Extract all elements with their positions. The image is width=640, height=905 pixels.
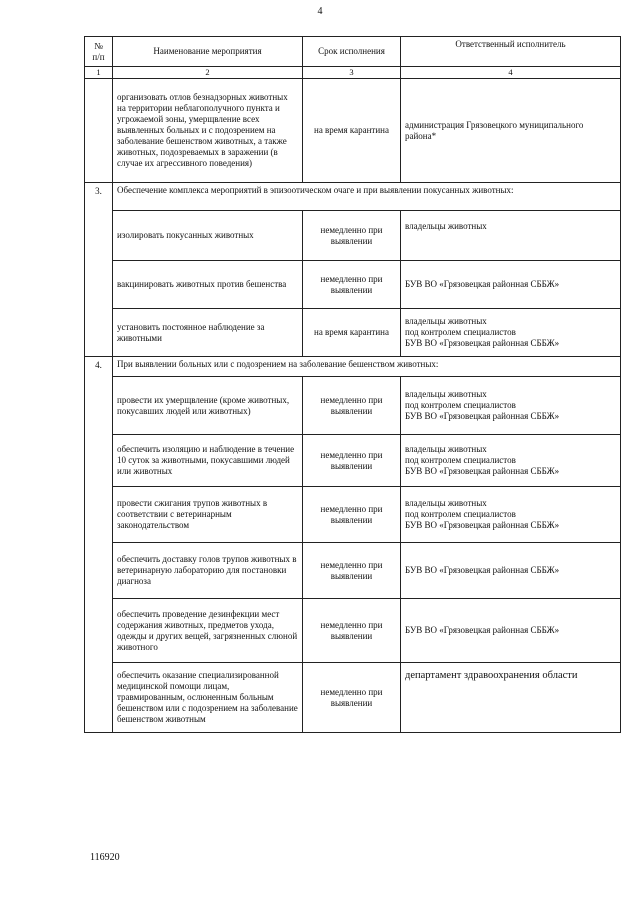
row-term: немедленно при выявлении — [303, 543, 401, 599]
col-number: 3 — [303, 67, 401, 79]
row-term: немедленно при выявлении — [303, 377, 401, 435]
row-action: обеспечить оказание специализированной медицинской помощи лицам, травмированным, ослюненным больным бешенством или с подозрением на заболевание бешенством животным — [113, 663, 303, 733]
row-responsible: владельцы животных под контролем специалистов БУВ ВО «Грязовецкая районная СББЖ» — [401, 377, 621, 435]
table-row — [85, 309, 621, 357]
col-number: 4 — [401, 67, 621, 79]
table-row — [85, 599, 621, 663]
table-row — [85, 79, 621, 183]
row-action: обеспечить изоляцию и наблюдение в течение 10 суток за животными, покусавшими людей или животных — [113, 435, 303, 487]
table-row — [85, 543, 621, 599]
header-name: Наименование мероприятия — [113, 37, 303, 67]
row-action: вакцинировать животных против бешенства — [113, 261, 303, 309]
row-responsible: владельцы животных под контролем специалистов БУВ ВО «Грязовецкая районная СББЖ» — [401, 435, 621, 487]
row-num — [85, 79, 113, 183]
row-term: немедленно при выявлении — [303, 599, 401, 663]
row-action: провести их умерщвление (кроме животных, покусавших людей или животных) — [113, 377, 303, 435]
row-responsible: БУВ ВО «Грязовецкая районная СББЖ» — [401, 599, 621, 663]
page-number: 4 — [317, 6, 323, 17]
row-action: обеспечить доставку голов трупов животных в ветеринарную лабораторию для постановки диагноза — [113, 543, 303, 599]
measures-table — [84, 36, 621, 733]
row-term: немедленно при выявлении — [303, 663, 401, 733]
row-action: организовать отлов безнадзорных животных на территории неблагополучного пункта и угрожаемой зоны, умерщвление всех выявленных больных и с подозрением на заболевание бешенством животных, а также животных, подозреваемых в заражении (в случае их агрессивного поведения) — [113, 79, 303, 183]
section-title: При выявлении больных или с подозрением на заболевание бешенством животных: — [113, 357, 621, 377]
section-4-header — [85, 357, 621, 377]
table-row — [85, 663, 621, 733]
col-number: 1 — [85, 67, 113, 79]
row-term: немедленно при выявлении — [303, 211, 401, 261]
row-term: немедленно при выявлении — [303, 487, 401, 543]
row-responsible: владельцы животных под контролем специалистов БУВ ВО «Грязовецкая районная СББЖ» — [401, 487, 621, 543]
header-num: № п/п — [85, 37, 113, 67]
row-responsible: БУВ ВО «Грязовецкая районная СББЖ» — [401, 543, 621, 599]
section-num: 4. — [85, 357, 113, 733]
table-row — [85, 211, 621, 261]
row-responsible: владельцы животных — [401, 211, 621, 261]
table-header-row — [85, 37, 621, 67]
table-row — [85, 261, 621, 309]
row-responsible: администрация Грязовецкого муниципального района* — [401, 79, 621, 183]
row-action: установить постоянное наблюдение за животными — [113, 309, 303, 357]
row-term: немедленно при выявлении — [303, 435, 401, 487]
table-row — [85, 435, 621, 487]
column-numbers-row — [85, 67, 621, 79]
table-row — [85, 377, 621, 435]
row-action: обеспечить проведение дезинфекции мест содержания животных, предметов ухода, одежды и других вещей, загрязненных слюной животного — [113, 599, 303, 663]
section-3-header — [85, 183, 621, 211]
header-responsible: Ответственный исполнитель — [401, 37, 621, 67]
section-num: 3. — [85, 183, 113, 357]
section-title: Обеспечение комплекса мероприятий в эпизоотическом очаге и при выявлении покусанных животных: — [113, 183, 621, 211]
header-term: Срок исполнения — [303, 37, 401, 67]
footer-code: 116920 — [90, 852, 120, 863]
row-action: провести сжигания трупов животных в соответствии с ветеринарным законодательством — [113, 487, 303, 543]
row-term: на время карантина — [303, 79, 401, 183]
row-term: на время карантина — [303, 309, 401, 357]
row-term: немедленно при выявлении — [303, 261, 401, 309]
row-responsible: БУВ ВО «Грязовецкая районная СББЖ» — [401, 261, 621, 309]
row-responsible: департамент здравоохранения области — [401, 663, 621, 733]
col-number: 2 — [113, 67, 303, 79]
row-responsible: владельцы животных под контролем специалистов БУВ ВО «Грязовецкая районная СББЖ» — [401, 309, 621, 357]
table-row — [85, 487, 621, 543]
row-action: изолировать покусанных животных — [113, 211, 303, 261]
